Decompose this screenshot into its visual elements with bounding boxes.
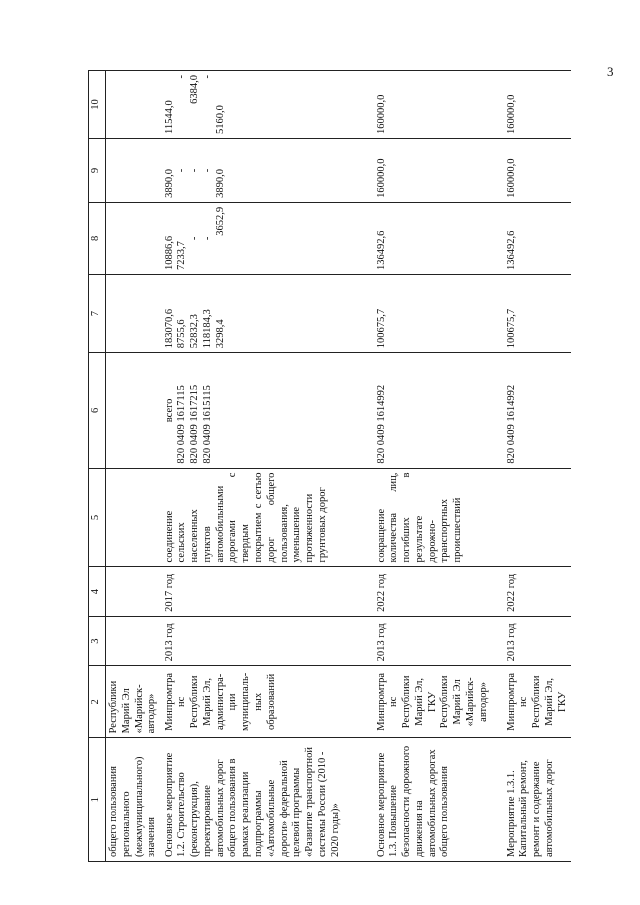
value-line: 11544,0	[163, 100, 175, 135]
cell-result: сокращение количества лиц, погибших в результате дорожно-транспортных происшествий	[374, 468, 504, 567]
cell-val	[106, 139, 162, 203]
cell-activity: Основное мероприятие 1.3. Повышение безопасности дорожного движения на автомобильных дорогах общего пользования	[374, 738, 504, 862]
code-line: 820 0409 1615115	[201, 385, 213, 464]
cell-code	[162, 353, 374, 468]
cell-executor: Минпромтранс Республики Марий Эл, ГКУ	[504, 666, 572, 738]
cell-activity: Основное мероприятие 1.2. Строительство (реконструкция), проектирование автомобильных дорог общего пользования в рамках реализации подпрограммы «Автомобильные дороги» федеральной целевой программы «Развитие транспортной системы России (2010 - 2020 годы)»	[162, 738, 374, 862]
value-line: -	[201, 236, 213, 241]
value-line: 118184,3	[201, 309, 213, 349]
col-header: 7	[89, 274, 106, 352]
cell-val: 100675,7	[374, 274, 504, 352]
value-line: -	[201, 75, 213, 79]
cell-val: 160000,0	[374, 71, 504, 139]
cell-val: 160000,0	[504, 139, 572, 203]
cell-val: 100675,7	[504, 274, 572, 352]
value-line: -	[189, 236, 201, 241]
value-line: 52832,3	[189, 314, 201, 349]
col-header: 6	[89, 353, 106, 468]
code-line: 820 0409 1617215	[189, 384, 201, 464]
cell-end: 2022 год	[374, 567, 504, 616]
cell-executor: Минпромтранс Республики Марий Эл, ГКУ Республики Марий Эл «Марийск-автодор»	[374, 666, 504, 738]
value-line: 7233,7	[176, 241, 188, 270]
cell-val: 160000,0	[504, 71, 572, 139]
cell-val: 160000,0	[374, 139, 504, 203]
program-table	[88, 70, 571, 862]
cell-code: 820 0409 1614992	[504, 353, 572, 468]
col-header: 4	[89, 567, 106, 616]
table-row	[106, 71, 162, 862]
cell-start: 2013 год	[504, 616, 572, 665]
page-number: 3	[607, 64, 614, 79]
cell-end	[106, 567, 162, 616]
cell-val	[162, 139, 374, 203]
cell-activity: общего пользования регионального (межмуниципального) значения	[106, 738, 162, 862]
code-line: 820 0409 1617115	[176, 385, 188, 464]
value-line: -	[189, 168, 201, 173]
cell-end: 2017 год	[162, 567, 374, 616]
cell-executor: Минпромтранс Республики Марий Эл, администра-ции муниципаль-ных образований	[162, 666, 374, 738]
cell-val	[106, 274, 162, 352]
cell-activity: Мероприятие 1.3.1. Капитальный ремонт, ремонт и содержание автомобильных дорог	[504, 738, 572, 862]
value-line: 183070,6	[163, 308, 175, 349]
cell-result	[504, 468, 572, 567]
cell-executor: Республики Марий Эл «Марийск-автодор»	[106, 666, 162, 738]
value-line: 3890,0	[163, 169, 175, 198]
cell-val: 136492,6	[374, 202, 504, 274]
col-header: 8	[89, 202, 106, 274]
cell-start	[106, 616, 162, 665]
table-row	[374, 71, 504, 862]
value-line: 3652,9	[214, 206, 226, 236]
cell-val: 136492,6	[504, 202, 572, 274]
col-header: 5	[89, 468, 106, 567]
value-line: -	[176, 168, 188, 173]
cell-val	[106, 71, 162, 139]
table-row	[162, 71, 374, 862]
cell-result	[106, 468, 162, 567]
header-row	[89, 71, 106, 862]
cell-val	[162, 274, 374, 352]
cell-start: 2013 год	[162, 616, 374, 665]
value-line: 3890,0	[214, 169, 226, 198]
cell-val	[162, 71, 374, 139]
rotated-table-container	[88, 70, 568, 862]
cell-code: 820 0409 1614992	[374, 353, 504, 468]
col-header: 9	[89, 139, 106, 203]
value-line: 6384,0	[189, 75, 201, 104]
table-row	[504, 71, 572, 862]
cell-end: 2022 год	[504, 567, 572, 616]
col-header: 1	[89, 738, 106, 862]
cell-val	[162, 202, 374, 274]
value-line: 8755,6	[176, 319, 188, 349]
cell-code	[106, 353, 162, 468]
value-line: -	[176, 75, 188, 79]
value-line: -	[201, 168, 213, 173]
value-line: 10886,6	[163, 235, 175, 270]
col-header: 10	[89, 71, 106, 139]
value-line: 3298,4	[214, 319, 226, 349]
cell-result: соединение сельских населенных пунктов автомобильными дорогами с твердым покрытием с сетью дорог общего пользования, уменьшение протяженности грунтовых дорог	[162, 468, 374, 567]
value-line: 5160,0	[214, 105, 226, 135]
code-line: всего	[163, 398, 175, 423]
col-header: 3	[89, 616, 106, 665]
col-header: 2	[89, 666, 106, 738]
cell-start: 2013 год	[374, 616, 504, 665]
cell-val	[106, 202, 162, 274]
